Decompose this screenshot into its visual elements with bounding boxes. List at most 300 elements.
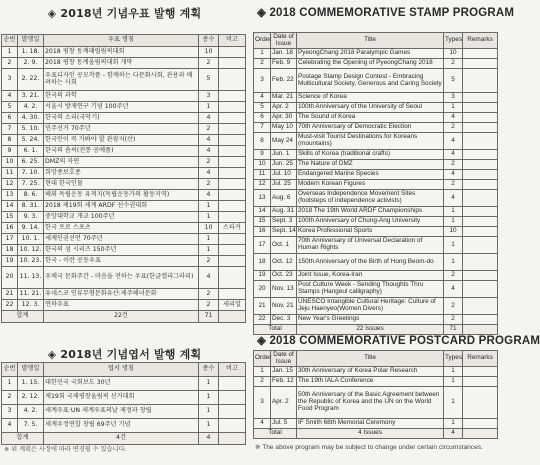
order-cell: 15 xyxy=(254,217,271,227)
order-cell: 20 xyxy=(2,267,18,289)
types-cell: 1 xyxy=(444,103,463,113)
remarks-cell xyxy=(463,237,498,254)
types-cell: 5 xyxy=(444,69,463,93)
remarks-cell xyxy=(219,69,246,91)
date-cell: 11. 13. xyxy=(18,267,44,289)
title-cell: The Sound of Korea xyxy=(297,113,444,123)
order-cell: 3 xyxy=(2,405,18,419)
date-cell: Sept. 3 xyxy=(271,217,297,227)
total-types: 4 xyxy=(199,433,219,445)
column-header: Remarks xyxy=(463,351,498,367)
header-row xyxy=(254,33,498,49)
date-cell: 10. 12. xyxy=(18,245,44,256)
total-issues: 22 Issues xyxy=(297,325,444,335)
types-cell: 1 xyxy=(444,254,463,271)
title-cell: 한국의 과학 xyxy=(44,91,199,102)
types-cell: 4 xyxy=(444,113,463,123)
date-cell: Dec. 3 xyxy=(271,315,297,325)
column-header: Types xyxy=(444,351,463,367)
table-row xyxy=(2,300,246,311)
table-row xyxy=(2,146,246,157)
total-types: 4 xyxy=(444,429,463,439)
remarks-cell xyxy=(463,160,498,170)
remarks-cell: 세리얼 xyxy=(219,300,246,311)
order-cell: 10 xyxy=(254,160,271,170)
column-header: Order xyxy=(254,33,271,49)
types-cell: 2 xyxy=(199,289,219,300)
table-row xyxy=(254,315,498,325)
table-row xyxy=(254,281,498,298)
remarks-cell xyxy=(219,405,246,419)
date-cell: Feb. 12 xyxy=(271,377,297,387)
date-cell: 5. 10. xyxy=(18,124,44,135)
table-row xyxy=(254,170,498,180)
remarks-cell xyxy=(463,49,498,59)
remarks-cell xyxy=(219,212,246,223)
date-cell: Aug. 31 xyxy=(271,207,297,217)
types-cell: 4 xyxy=(199,190,219,201)
title-cell: 2018 The 19th World ARDF Championships xyxy=(297,207,444,217)
types-cell: 10 xyxy=(199,47,219,58)
total-label: 합계 xyxy=(2,311,44,323)
total-row xyxy=(2,433,246,445)
types-cell: 4 xyxy=(199,146,219,157)
title-cell: 대한민국 국회보도 30년 xyxy=(44,377,199,391)
column-header: Title xyxy=(297,33,444,49)
table-row xyxy=(2,157,246,168)
total-remarks xyxy=(219,433,246,445)
header-row xyxy=(2,363,246,377)
table-row xyxy=(254,217,498,227)
title-cell: 100th Anniversary of Chung-Ang University xyxy=(297,217,444,227)
types-cell: 1 xyxy=(444,387,463,419)
order-cell: 22 xyxy=(2,300,18,311)
remarks-cell xyxy=(219,234,246,245)
date-cell: Feb. 9 xyxy=(271,59,297,69)
remarks-cell xyxy=(219,157,246,168)
title-cell: 한국의 섬 시리즈 150주년 xyxy=(44,245,199,256)
order-cell: 22 xyxy=(254,315,271,325)
order-cell: 21 xyxy=(254,298,271,315)
order-cell: 5 xyxy=(2,102,18,113)
title-cell: 제19회 국제평창올림픽 선거대회 xyxy=(44,391,199,405)
types-cell: 2 xyxy=(444,59,463,69)
kr-note: ※ 위 계획은 사정에 따라 변경될 수 있습니다. xyxy=(4,446,127,453)
remarks-cell xyxy=(219,190,246,201)
types-cell: 2 xyxy=(199,124,219,135)
table-row xyxy=(2,102,246,113)
table-row xyxy=(254,180,498,190)
column-header: Date of Issue xyxy=(271,33,297,49)
title-cell: 민주선거 70주년 xyxy=(44,124,199,135)
types-cell: 1 xyxy=(444,419,463,429)
title-cell: 현대 한국인물 xyxy=(44,179,199,190)
table-row xyxy=(2,377,246,391)
remarks-cell xyxy=(219,146,246,157)
order-cell: 2 xyxy=(2,58,18,69)
order-cell: 19 xyxy=(254,271,271,281)
column-header: 종수 xyxy=(199,35,219,47)
column-header: 비고 xyxy=(219,35,246,47)
date-cell: Feb. 22 xyxy=(271,69,297,93)
types-cell: 1 xyxy=(199,245,219,256)
table-row xyxy=(2,135,246,146)
order-cell: 12 xyxy=(254,180,271,190)
remarks-cell xyxy=(463,103,498,113)
types-cell: 1 xyxy=(199,234,219,245)
order-cell: 15 xyxy=(2,212,18,223)
total-label: Total xyxy=(254,429,297,439)
table-row xyxy=(254,419,498,429)
date-cell: Mar. 21 xyxy=(271,93,297,103)
date-cell: 7. 5. xyxy=(18,419,44,433)
order-cell: 17 xyxy=(2,234,18,245)
table-row xyxy=(254,69,498,93)
table-row xyxy=(2,223,246,234)
kr-postcard-title: ◈ 2018년 기념엽서 발행 계획 xyxy=(47,348,202,361)
remarks-cell xyxy=(219,179,246,190)
order-cell: 4 xyxy=(254,419,271,429)
total-remarks xyxy=(219,311,246,323)
remarks-cell xyxy=(463,190,498,207)
types-cell: 10 xyxy=(199,223,219,234)
types-cell: 4 xyxy=(444,150,463,160)
column-header: 순번 xyxy=(2,363,18,377)
remarks-cell xyxy=(463,123,498,133)
types-cell: 5 xyxy=(199,69,219,91)
order-cell: 8 xyxy=(254,133,271,150)
types-cell: 2 xyxy=(444,315,463,325)
order-cell: 13 xyxy=(254,190,271,207)
order-cell: 2 xyxy=(254,59,271,69)
date-cell: 2. 9. xyxy=(18,58,44,69)
title-cell: 한국인이 꼭 가봐야 할 관광지(산) xyxy=(44,135,199,146)
order-cell: 7 xyxy=(254,123,271,133)
order-cell: 4 xyxy=(2,91,18,102)
title-cell: The 19th IALA Conference xyxy=(297,377,444,387)
types-cell: 1 xyxy=(199,212,219,223)
en-note: ※ The above program may be subject to change under certain circumstances. xyxy=(255,444,483,451)
types-cell: 2 xyxy=(444,271,463,281)
column-header: 우표 명칭 xyxy=(44,35,199,47)
remarks-cell xyxy=(463,281,498,298)
table-row xyxy=(2,256,246,267)
title-cell: 2018 평창 동계패럴림픽대회 xyxy=(44,47,199,58)
date-cell: 1. 15. xyxy=(18,377,44,391)
types-cell: 1 xyxy=(199,102,219,113)
title-cell: 70th Anniversary of Universal Declaration of Human Rights xyxy=(297,237,444,254)
order-cell: 11 xyxy=(254,170,271,180)
title-cell: 우표디자인 공모작품 - 함께하는 다문화사회, 관용과 배려하는 사회 xyxy=(44,69,199,91)
types-cell: 1 xyxy=(199,405,219,419)
order-cell: 9 xyxy=(2,146,18,157)
table-row xyxy=(2,419,246,433)
remarks-cell xyxy=(463,93,498,103)
order-cell: 1 xyxy=(2,377,18,391)
table-row xyxy=(254,254,498,271)
date-cell: Apr. 2 xyxy=(271,387,297,419)
remarks-cell xyxy=(463,315,498,325)
remarks-cell xyxy=(219,91,246,102)
title-cell: Overseas Independence Movement Sites (footsteps of independence activists) xyxy=(297,190,444,207)
types-cell: 3 xyxy=(444,93,463,103)
remarks-cell xyxy=(463,150,498,160)
remarks-cell xyxy=(463,227,498,237)
remarks-cell xyxy=(219,289,246,300)
remarks-cell xyxy=(219,377,246,391)
order-cell: 6 xyxy=(254,113,271,123)
kr-stamp-table xyxy=(1,34,246,323)
table-row xyxy=(2,245,246,256)
date-cell: 4. 2. xyxy=(18,405,44,419)
en-stamp-table xyxy=(253,32,498,335)
title-cell: 70th Anniversary of Democratic Election xyxy=(297,123,444,133)
order-cell: 14 xyxy=(254,207,271,217)
remarks-cell xyxy=(219,267,246,289)
date-cell: 11. 21. xyxy=(18,289,44,300)
title-cell: Skills of Korea (traditional crafts) xyxy=(297,150,444,160)
date-cell: Jan. 18 xyxy=(271,49,297,59)
column-header: 엽서 명칭 xyxy=(44,363,199,377)
date-cell: Sept. 14 xyxy=(271,227,297,237)
types-cell: 1 xyxy=(199,201,219,212)
remarks-cell xyxy=(463,180,498,190)
types-cell: 1 xyxy=(444,237,463,254)
total-issues: 22건 xyxy=(44,311,199,323)
order-cell: 14 xyxy=(2,201,18,212)
order-cell: 11 xyxy=(2,168,18,179)
remarks-cell xyxy=(463,298,498,315)
types-cell: 1 xyxy=(199,391,219,405)
types-cell: 3 xyxy=(199,91,219,102)
table-row xyxy=(2,91,246,102)
order-cell: 19 xyxy=(2,256,18,267)
remarks-cell xyxy=(463,133,498,150)
column-header: Date of Issue xyxy=(271,351,297,367)
types-cell: 4 xyxy=(199,135,219,146)
remarks-cell xyxy=(463,113,498,123)
order-cell: 13 xyxy=(2,190,18,201)
types-cell: 1 xyxy=(444,377,463,387)
table-row xyxy=(254,49,498,59)
remarks-cell xyxy=(219,168,246,179)
column-header: Title xyxy=(297,351,444,367)
total-remarks xyxy=(463,429,498,439)
date-cell: 8. 6. xyxy=(18,190,44,201)
kr-postcard-table xyxy=(1,362,246,445)
types-cell: 2 xyxy=(199,300,219,311)
types-cell: 1 xyxy=(444,217,463,227)
title-cell: 2018 평창 동계올림픽대회 개막 xyxy=(44,58,199,69)
column-header: Types xyxy=(444,33,463,49)
table-row xyxy=(2,58,246,69)
date-cell: Jul. 25 xyxy=(271,180,297,190)
date-cell: Apr. 2 xyxy=(271,103,297,113)
types-cell: 2 xyxy=(199,179,219,190)
order-cell: 21 xyxy=(2,289,18,300)
total-types: 71 xyxy=(199,311,219,323)
title-cell: PyeongChang 2018 Paralympic Games xyxy=(297,49,444,59)
remarks-cell xyxy=(219,256,246,267)
title-cell: 중앙대학교 개교 100주년 xyxy=(44,212,199,223)
remarks-cell xyxy=(463,69,498,93)
table-row xyxy=(2,190,246,201)
title-cell: 2018 제19회 세계 ARDF 선수권대회 xyxy=(44,201,199,212)
remarks-cell xyxy=(219,135,246,146)
order-cell: 1 xyxy=(2,47,18,58)
order-cell: 4 xyxy=(254,93,271,103)
column-header: 발행일 xyxy=(18,35,44,47)
types-cell: 2 xyxy=(199,58,219,69)
title-cell: 한국 - 이란 공동우표 xyxy=(44,256,199,267)
header-row xyxy=(2,35,246,47)
date-cell: Nov. 21 xyxy=(271,298,297,315)
header-row xyxy=(254,351,498,367)
title-cell: 우체국 문화주간 - 마음을 전하는 우표(한글캘리그라피) xyxy=(44,267,199,289)
title-cell: DMZ의 자연 xyxy=(44,157,199,168)
types-cell: 4 xyxy=(444,170,463,180)
table-row xyxy=(2,405,246,419)
date-cell: 5. 24. xyxy=(18,135,44,146)
title-cell: 해외 독립운동 유적지(독립운동가의 활동지역) xyxy=(44,190,199,201)
table-row xyxy=(254,298,498,315)
title-cell: 150th Anniversary of the Birth of Hong Beom-do xyxy=(297,254,444,271)
title-cell: Joint Issue, Korea-Iran xyxy=(297,271,444,281)
order-cell: 1 xyxy=(254,49,271,59)
types-cell: 2 xyxy=(444,298,463,315)
remarks-cell xyxy=(219,419,246,433)
table-row xyxy=(2,47,246,58)
title-cell: 세계인권선언 70주년 xyxy=(44,234,199,245)
types-cell: 10 xyxy=(444,49,463,59)
remarks-cell xyxy=(463,387,498,419)
title-cell: The Nature of DMZ xyxy=(297,160,444,170)
date-cell: 2. 12. xyxy=(18,391,44,405)
date-cell: Jan. 15 xyxy=(271,367,297,377)
column-header: 순번 xyxy=(2,35,18,47)
title-cell: 세계우정연합 창립 69주년 기념 xyxy=(44,419,199,433)
title-cell: 한국의 소리(국악기) xyxy=(44,113,199,124)
order-cell: 8 xyxy=(2,135,18,146)
order-cell: 18 xyxy=(2,245,18,256)
table-row xyxy=(2,267,246,289)
column-header: Remarks xyxy=(463,33,498,49)
remarks-cell xyxy=(219,113,246,124)
date-cell: Oct. 12 xyxy=(271,254,297,271)
table-row xyxy=(2,391,246,405)
date-cell: Apr. 30 xyxy=(271,113,297,123)
title-cell: 연하우표 xyxy=(44,300,199,311)
date-cell: Nov. 13 xyxy=(271,281,297,298)
en-stamp-title: ◈ 2018 COMMEMORATIVE STAMP PROGRAM xyxy=(257,7,515,19)
types-cell: 2 xyxy=(199,157,219,168)
table-row xyxy=(2,179,246,190)
order-cell: 16 xyxy=(2,223,18,234)
table-row xyxy=(254,207,498,217)
table-row xyxy=(2,113,246,124)
total-label: Total xyxy=(254,325,297,335)
table-row xyxy=(2,69,246,91)
remarks-cell xyxy=(463,419,498,429)
table-row xyxy=(254,93,498,103)
types-cell: 4 xyxy=(444,190,463,207)
title-cell: 유네스코 인류무형문화유산:제주해녀문화 xyxy=(44,289,199,300)
remarks-cell xyxy=(219,102,246,113)
date-cell: May 10 xyxy=(271,123,297,133)
table-row xyxy=(2,201,246,212)
total-row xyxy=(2,311,246,323)
remarks-cell xyxy=(463,207,498,217)
types-cell: 4 xyxy=(444,281,463,298)
types-cell: 4 xyxy=(199,113,219,124)
korean-section xyxy=(0,0,249,465)
date-cell: 3. 21. xyxy=(18,91,44,102)
order-cell: 16 xyxy=(254,227,271,237)
column-header: 비고 xyxy=(219,363,246,377)
remarks-cell xyxy=(463,59,498,69)
title-cell: New Year's Greetings xyxy=(297,315,444,325)
date-cell: 4. 30. xyxy=(18,113,44,124)
remarks-cell xyxy=(219,124,246,135)
date-cell: May 24 xyxy=(271,133,297,150)
date-cell: Jun. 25 xyxy=(271,160,297,170)
table-row xyxy=(2,289,246,300)
types-cell: 2 xyxy=(444,160,463,170)
order-cell: 3 xyxy=(254,69,271,93)
total-row xyxy=(254,429,498,439)
title-cell: Celebrating the Opening of PyeongChang 2018 xyxy=(297,59,444,69)
types-cell: 4 xyxy=(199,267,219,289)
types-cell: 2 xyxy=(444,180,463,190)
title-cell: 한국의 솜씨(전통 공예품) xyxy=(44,146,199,157)
en-postcard-title: ◈ 2018 COMMEMORATIVE POSTCARD PROGRAM xyxy=(257,335,540,347)
column-header: 발행일 xyxy=(18,363,44,377)
english-section xyxy=(253,0,540,465)
remarks-cell xyxy=(463,170,498,180)
types-cell: 1 xyxy=(199,419,219,433)
order-cell: 12 xyxy=(2,179,18,190)
types-cell: 1 xyxy=(444,207,463,217)
title-cell: Korea Professional Sports xyxy=(297,227,444,237)
remarks-cell xyxy=(463,254,498,271)
table-row xyxy=(254,150,498,160)
date-cell: 2. 22. xyxy=(18,69,44,91)
table-row xyxy=(2,234,246,245)
table-row xyxy=(254,387,498,419)
title-cell: Science of Korea xyxy=(297,93,444,103)
order-cell: 3 xyxy=(2,69,18,91)
title-cell: Endangered Marine Species xyxy=(297,170,444,180)
date-cell: 12. 3. xyxy=(18,300,44,311)
order-cell: 2 xyxy=(254,377,271,387)
date-cell: Oct. 23 xyxy=(271,271,297,281)
date-cell: Aug. 6 xyxy=(271,190,297,207)
remarks-cell xyxy=(219,58,246,69)
title-cell: Postage Stamp Design Contest - Embracing Multicultural Society, Generous and Caring Society xyxy=(297,69,444,93)
date-cell: Jun. 1 xyxy=(271,150,297,160)
table-row xyxy=(2,124,246,135)
order-cell: 17 xyxy=(254,237,271,254)
remarks-cell xyxy=(463,367,498,377)
table-row xyxy=(2,212,246,223)
remarks-cell xyxy=(219,201,246,212)
table-row xyxy=(2,168,246,179)
table-row xyxy=(254,59,498,69)
remarks-cell xyxy=(463,271,498,281)
remarks-cell xyxy=(219,245,246,256)
order-cell: 20 xyxy=(254,281,271,298)
title-cell: Must-visit Tourist Destinations for Koreans (mountains) xyxy=(297,133,444,150)
